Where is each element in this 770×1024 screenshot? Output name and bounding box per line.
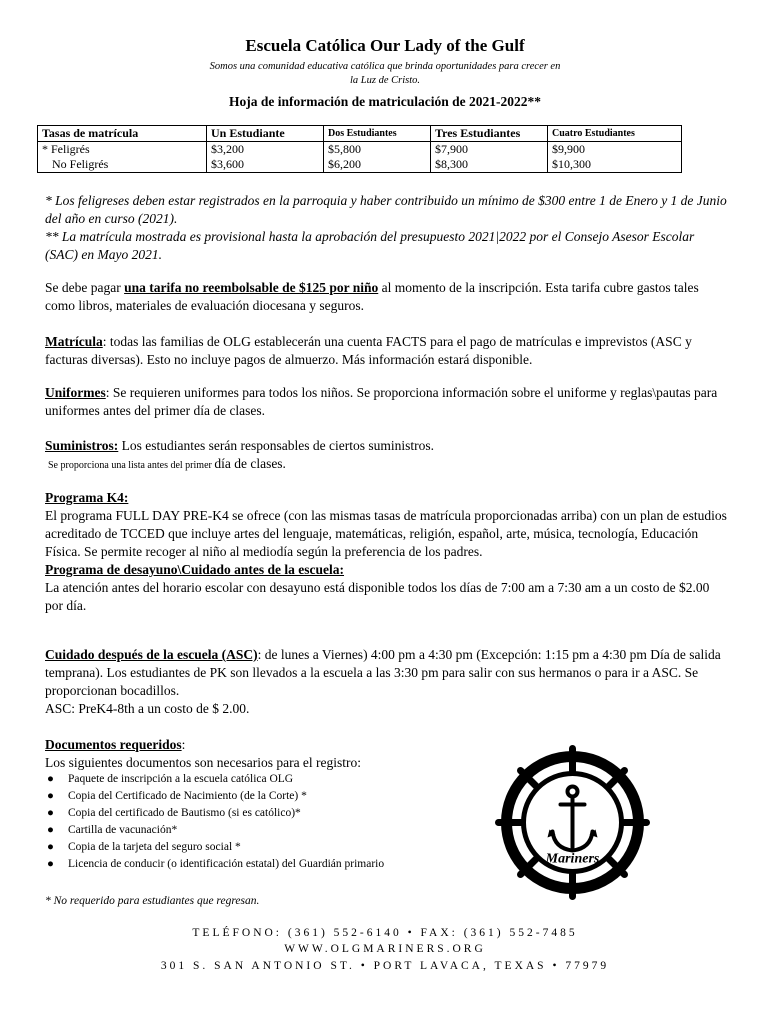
section-heading: Cuidado después de la escuela (ASC)	[45, 647, 258, 662]
k4-section	[45, 489, 730, 615]
section-text-small: Se proporciona una lista antes del primer	[48, 460, 215, 471]
table-cell: $8,300	[431, 157, 548, 173]
ship-wheel-anchor-icon	[495, 745, 650, 900]
section-heading: Programa de desayuno\Cuidado antes de la escuela:	[45, 562, 345, 577]
returning-students-note: * No requerido para estudiantes que regresan.	[45, 895, 260, 907]
logo-text: Mariners	[545, 851, 600, 867]
table-header: Tres Estudiantes	[431, 126, 548, 142]
table-row	[38, 157, 682, 173]
section-text: : todas las familias de OLG establecerán una cuenta FACTS para el pago de matrículas e imprevistos (ASC y facturas diversas). Esto no incluye pagos de almuerzo. Más información estará disponible.	[45, 334, 692, 367]
table-header: Tasas de matrícula	[38, 126, 207, 142]
tuition-section	[45, 333, 730, 369]
list-item-text: Copia del Certificado de Nacimiento (de la Corte) *	[68, 790, 307, 802]
table-header: Cuatro Estudiantes	[548, 126, 682, 142]
list-item-text: Licencia de conducir (o identificación estatal) del Guardián primario	[68, 858, 385, 870]
footer-phone: TELÉFONO: (361) 552-6140 • FAX: (361) 552-7485	[192, 927, 578, 939]
tagline-line2: la Luz de Cristo.	[349, 75, 420, 86]
fee-text-before: Se debe pagar	[45, 280, 125, 295]
list-item	[45, 856, 384, 873]
list-item-text: Copia del certificado de Bautismo (si es católico)*	[68, 807, 301, 819]
fee-text-after: al momento de la inscripción. Esta tarifa cubre gastos tales como libros, materiales de evaluación diocesana y seguros.	[45, 280, 699, 313]
table-cell: No Feligrés	[38, 157, 207, 173]
fee-amount: una tarifa no reembolsable de $125 por niño	[124, 280, 379, 295]
table-cell: $3,200	[207, 142, 324, 158]
section-heading: Matrícula	[45, 334, 103, 349]
tuition-table	[37, 125, 682, 173]
list-item-text: Paquete de inscripción a la escuela católica OLG	[68, 773, 294, 785]
bullet-icon: ●	[47, 790, 54, 802]
uniforms-section	[45, 384, 730, 420]
table-header: Dos Estudiantes	[324, 126, 431, 142]
section-text: día de clases.	[214, 456, 286, 471]
section-text: ASC: PreK4-8th a un costo de $ 2.00.	[45, 701, 250, 716]
bullet-icon: ●	[47, 773, 54, 785]
table-cell: $5,800	[324, 142, 431, 158]
page-title: Escuela Católica Our Lady of the Gulf	[245, 36, 525, 55]
supplies-section	[45, 437, 730, 475]
section-text: Los estudiantes serán responsables de ciertos suministros.	[118, 438, 434, 453]
bullet-icon: ●	[47, 824, 54, 836]
table-cell: * Feligrés	[38, 142, 207, 158]
table-cell: $7,900	[431, 142, 548, 158]
table-row	[38, 142, 682, 158]
bullet-icon: ●	[47, 858, 54, 870]
list-item	[45, 771, 384, 788]
table-cell: $10,300	[548, 157, 682, 173]
tagline	[0, 60, 770, 88]
table-cell: $9,900	[548, 142, 682, 158]
note-2: ** La matrícula mostrada es provisional hasta la aprobación del presupuesto 2021|2022 por el Consejo Asesor Escolar (SAC) en Mayo 2021.	[45, 229, 695, 262]
table-cell: $3,600	[207, 157, 324, 173]
list-item	[45, 805, 384, 822]
documents-list	[45, 771, 384, 873]
bullet-icon: ●	[47, 807, 54, 819]
section-heading: Documentos requeridos	[45, 737, 182, 752]
list-item-text: Cartilla de vacunación*	[68, 824, 178, 836]
footer-website: WWW.OLGMARINERS.ORG	[284, 943, 486, 955]
after-school-section	[45, 646, 730, 718]
table-cell: $6,200	[324, 157, 431, 173]
footer-address: 301 S. SAN ANTONIO ST. • PORT LAVACA, TEXAS • 77979	[160, 960, 610, 972]
section-text: El programa FULL DAY PRE-K4 se ofrece (con las mismas tasas de matrícula proporcionadas arriba) con un plan de estudios acreditado de TCCED que incluye artes del lenguaje, matemáticas, religión, español, arte, música, tecnología, Educación Física. Se permite recoger al niño al mediodía según la preferencia de los padres.	[45, 508, 727, 559]
section-heading: Programa K4:	[45, 490, 129, 505]
section-text: : de lunes a Viernes) 4:00 pm a 4:30 pm (Excepción: 1:15 pm a 4:30 pm Día de salida temprana). Los estudiantes de PK son llevados a la escuela a las 3:30 pm para salir con sus hermanos o para ir a ASC. Se proporcionan bocadillos.	[45, 647, 721, 698]
registration-fee-paragraph	[45, 279, 730, 315]
table-header-row	[38, 126, 682, 142]
heading-colon: :	[181, 737, 186, 752]
section-text: Los siguientes documentos son necesarios para el registro:	[45, 755, 362, 770]
section-heading: Suministros:	[45, 438, 119, 453]
page-subtitle: Hoja de información de matriculación de 2021-2022**	[229, 94, 541, 109]
section-text: La atención antes del horario escolar con desayuno está disponible todos los días de 7:00 am a 7:30 am a un costo de $2.00 por día.	[45, 580, 710, 613]
section-text: : Se requieren uniformes para todos los niños. Se proporciona información sobre el uniforme y reglas\pautas para uniformes antes del primer día de clases.	[45, 385, 718, 418]
tagline-line1: Somos una comunidad educativa católica que brinda oportunidades para crecer en	[209, 61, 561, 72]
note-1: * Los feligreses deben estar registrados en la parroquia y haber contribuido un mínimo de $300 entre 1 de Enero y 1 de Junio del año en curso (2021).	[45, 193, 727, 226]
footnote-parishioners	[45, 192, 730, 264]
list-item	[45, 822, 384, 839]
list-item	[45, 788, 384, 805]
bullet-icon: ●	[47, 841, 54, 853]
table-header: Un Estudiante	[207, 126, 324, 142]
section-heading: Uniformes	[45, 385, 106, 400]
list-item-text: Copia de la tarjeta del seguro social *	[68, 841, 241, 853]
list-item	[45, 839, 384, 856]
